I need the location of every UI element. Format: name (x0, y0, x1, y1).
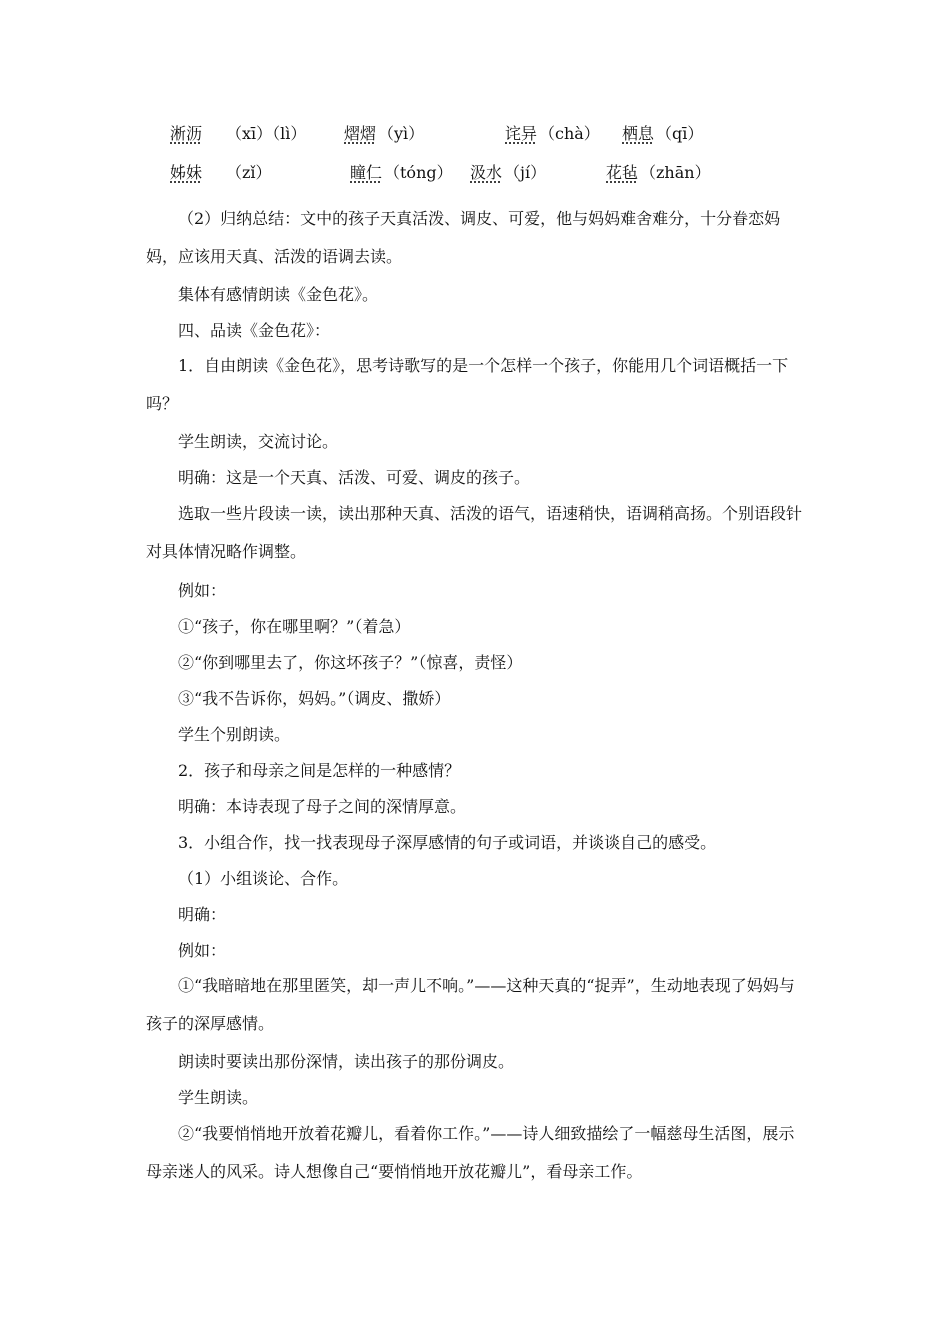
vocab-pinyin: （zhān） (640, 163, 711, 182)
vocab-word: 栖息 (622, 124, 655, 143)
paragraph: ②“我要悄悄地开放着花瓣儿，看着你工作。”——诗人细致描绘了一幅慈母生活图，展示母亲迷人的风采。诗人想像自己“要悄悄地开放花瓣儿”，看母亲工作。 (146, 1124, 795, 1181)
vocab-row-1 (0, 122, 950, 146)
paragraph: ①“我暗暗地在那里匿笑，却一声儿不响。”——这种天真的“捉弄”，生动地表现了妈妈与孩子的深厚感情。 (146, 976, 795, 1033)
vocab-word: 瞳仁 (350, 163, 383, 182)
vocab-word: 熠熠 (344, 124, 377, 143)
paragraph: 学生朗读。 (178, 1088, 259, 1107)
vocab-word: 姊妹 (170, 163, 203, 182)
vocab-pinyin: （zǐ） (226, 163, 272, 182)
paragraph: （2）归纳总结：文中的孩子天真活泼、调皮、可爱，他与妈妈难舍难分，十分眷恋妈妈，应该用天真、活泼的语调去读。 (146, 209, 781, 266)
paragraph: 朗读时要读出那份深情，读出孩子的那份调皮。 (178, 1052, 515, 1071)
paragraph: 例如： (178, 941, 227, 960)
section-heading: 四、品读《金色花》： (178, 321, 331, 340)
paragraph: 1．自由朗读《金色花》，思考诗歌写的是一个怎样一个孩子，你能用几个词语概括一下吗？ (146, 356, 789, 413)
vocab-pinyin: （tóng） (384, 163, 453, 182)
paragraph: （1）小组谈论、合作。 (178, 869, 349, 888)
paragraph: 明确：这是一个天真、活泼、可爱、调皮的孩子。 (178, 468, 531, 487)
paragraph: 集体有感情朗读《金色花》。 (178, 285, 379, 304)
vocab-pinyin: （qī） (656, 124, 704, 143)
paragraph: 明确：本诗表现了母子之间的深情厚意。 (178, 797, 467, 816)
paragraph: 3．小组合作，找一找表现母子深厚感情的句子或词语，并谈谈自己的感受。 (178, 833, 717, 852)
vocab-pinyin: （jí） (504, 163, 547, 182)
vocab-word: 诧异 (505, 124, 538, 143)
paragraph: 学生朗读，交流讨论。 (178, 432, 339, 451)
vocab-word: 花毡 (606, 163, 639, 182)
paragraph: 例如： (178, 581, 227, 600)
example-line: ②“你到哪里去了，你这坏孩子？”（惊喜，责怪） (178, 653, 523, 672)
vocab-word: 汲水 (470, 163, 503, 182)
vocab-pinyin: （chà） (539, 124, 600, 143)
paragraph: 学生个别朗读。 (178, 725, 291, 744)
vocab-pinyin: （yì） (378, 124, 425, 143)
vocab-pinyin: （xī）（lì） (226, 124, 307, 143)
paragraph: 2．孩子和母亲之间是怎样的一种感情？ (178, 761, 461, 780)
paragraph: 明确： (178, 905, 227, 924)
vocab-row-2 (0, 161, 950, 185)
paragraph: 选取一些片段读一读，读出那种天真、活泼的语气，语速稍快，语调稍高扬。个别语段针对具体情况略作调整。 (146, 504, 803, 561)
example-line: ①“孩子，你在哪里啊？”（着急） (178, 617, 411, 636)
vocab-word: 淅沥 (170, 124, 203, 143)
example-line: ③“我不告诉你，妈妈。”（调皮、撒娇） (178, 689, 451, 708)
